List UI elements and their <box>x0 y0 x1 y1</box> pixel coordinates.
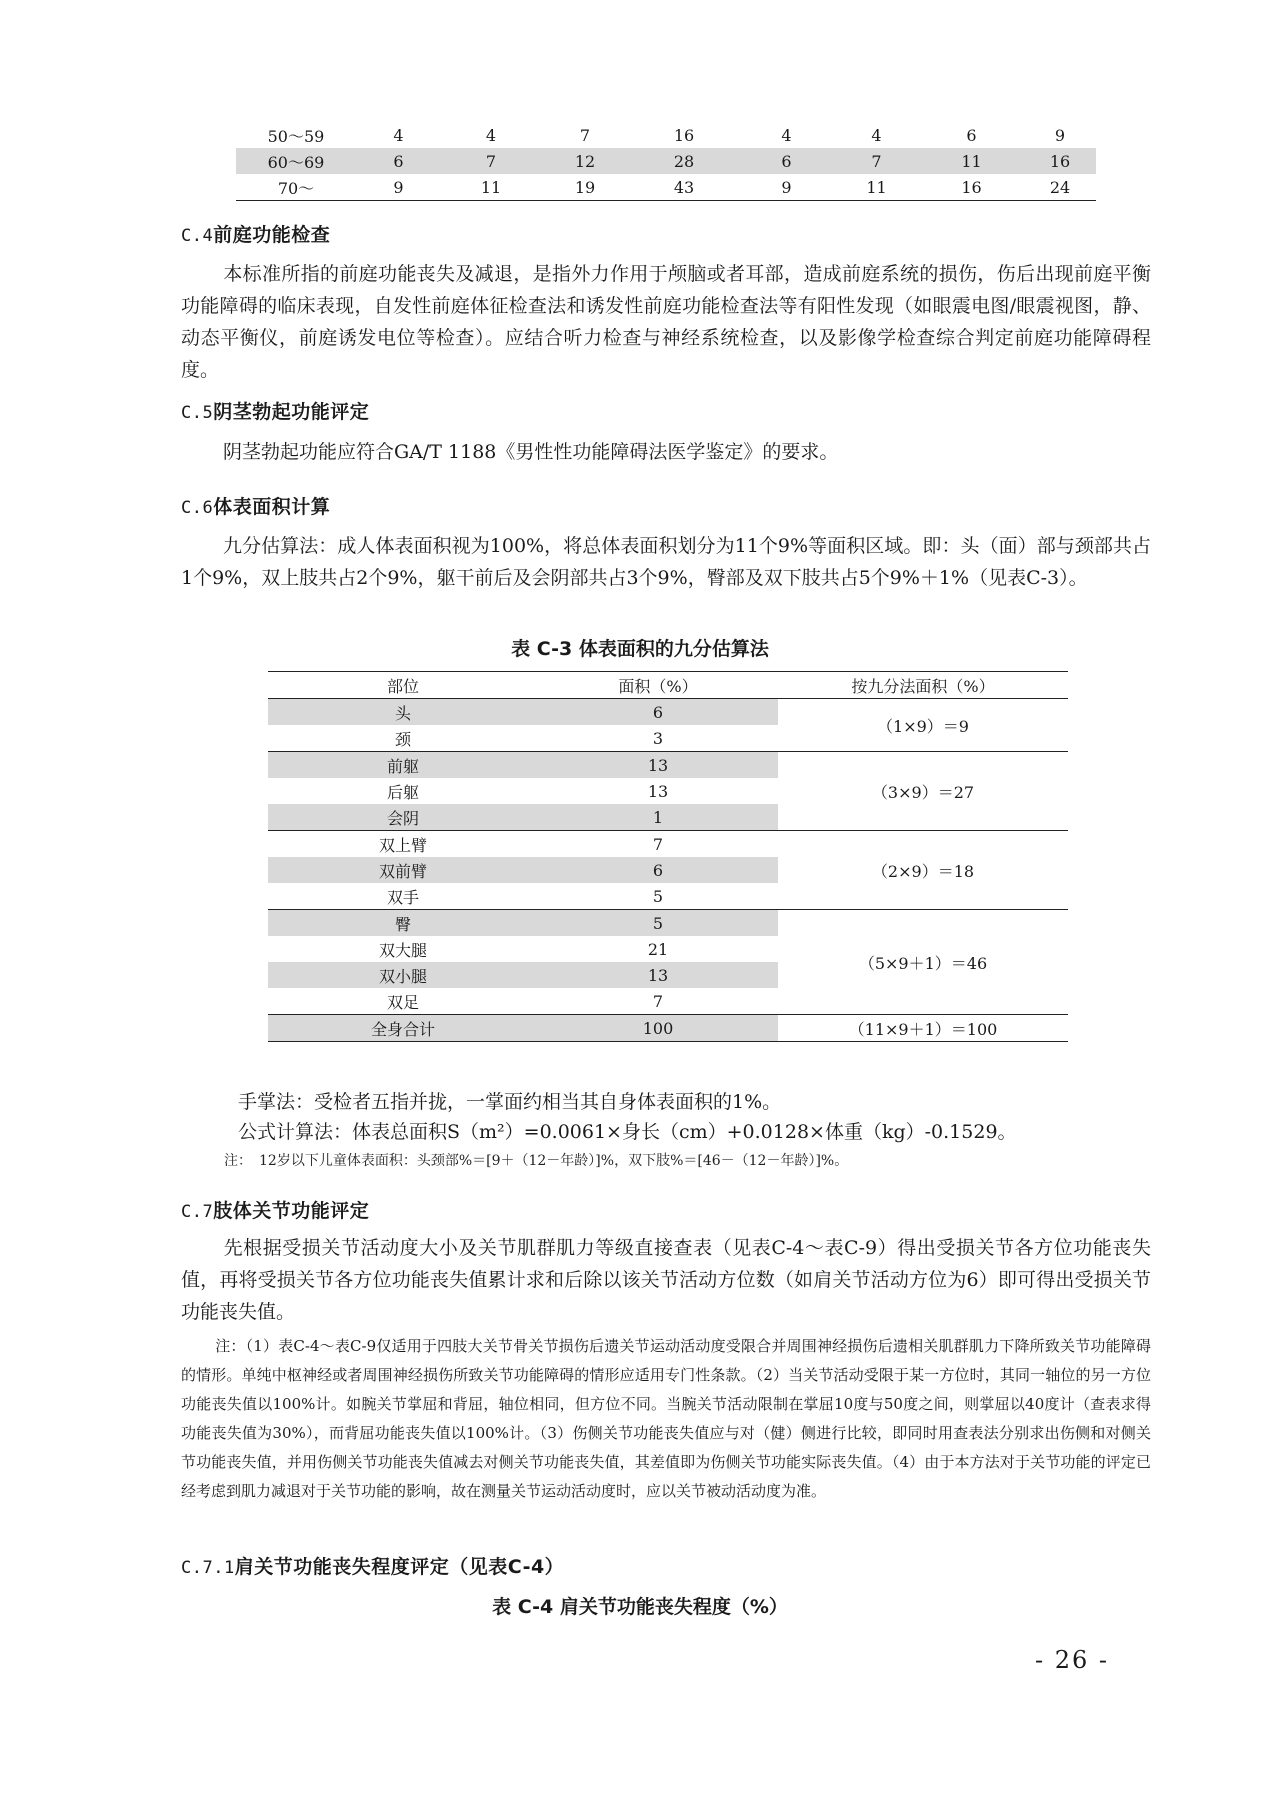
column-header: 按九分法面积（%） <box>778 672 1068 699</box>
table-row: 后躯 13 <box>386 781 669 802</box>
group-result: （2×9）＝18 <box>778 831 1068 910</box>
table-row: 颈 3 <box>394 728 664 749</box>
section-body-c4: 本标准所指的前庭功能丧失及减退，是指外力作用于颅脑或者耳部，造成前庭系统的损伤，伤后出现前庭平衡功能障碍的临床表现，自发性前庭体征检查法和诱发性前庭功能检查法等有阳性发现（如眼震电图/眼震视图，静、动态平衡仪，前庭诱发电位等检查）。应结合听力检查与神经系统检查，以及影像学检查综合判定前庭功能障碍程度。 <box>181 263 1151 381</box>
section-heading-c6: C.6体表面积计算 <box>181 496 331 518</box>
table-c3 <box>268 671 1068 1042</box>
table-row: 60～69 6 7 12 28 6 7 11 16 <box>236 148 1096 174</box>
table-row: 双手 5 <box>386 886 664 907</box>
group-result: （1×9）＝9 <box>778 699 1068 752</box>
table-row: 双上臂 7 （2×9）＝18 <box>268 831 1068 858</box>
table-row: 头 6 （1×9）＝9 <box>268 699 1068 726</box>
table-row: 双前臂 6 <box>268 857 1068 883</box>
table-row: 双大腿 21 <box>378 939 669 960</box>
table-c4-caption: 表 C-4 肩关节功能丧失程度（%） <box>492 1596 788 1618</box>
column-header: 部位 <box>268 672 538 699</box>
table-row: 双足 7 <box>386 991 664 1012</box>
section-heading-c71: C.7.1肩关节功能丧失程度评定（见表C-4） <box>181 1556 565 1578</box>
section-body-c7: 先根据受损关节活动度大小及关节肌群肌力等级直接查表（见表C-4～表C-9）得出受损关节各方位功能丧失值，再将受损关节各方位功能丧失值累计求和后除以该关节活动方位数（如肩关节活动方位为6）即可得出受损关节功能丧失值。 <box>181 1237 1151 1323</box>
section-heading-c7: C.7肢体关节功能评定 <box>181 1200 370 1222</box>
page-number: - 26 - <box>1035 1646 1110 1674</box>
table-row: 50～59 4 4 7 16 4 4 6 9 <box>267 125 1066 146</box>
section-heading-c4: C.4前庭功能检查 <box>181 224 331 246</box>
group-result: （5×9＋1）＝46 <box>778 910 1068 1015</box>
table-row: 70～ 9 11 19 43 9 11 16 24 <box>236 174 1096 201</box>
table-row: 臀 5 （5×9＋1）＝46 <box>268 910 1068 937</box>
table-c3-caption: 表 C-3 体表面积的九分估算法 <box>511 638 769 660</box>
section-body-c5: 阴茎勃起功能应符合GA/T 1188《男性性功能障碍法医学鉴定》的要求。 <box>223 441 839 463</box>
column-header: 面积（%） <box>538 672 778 699</box>
table-total-row: 全身合计 100 （11×9＋1）＝100 <box>268 1015 1068 1042</box>
table-row: 会阴 1 <box>268 804 1068 831</box>
table-row: 双小腿 13 <box>268 962 1068 988</box>
section-heading-c5: C.5阴茎勃起功能评定 <box>181 401 370 423</box>
group-result: （3×9）＝27 <box>778 752 1068 831</box>
palm-method-text: 手掌法：受检者五指并拢，一掌面约相当其自身体表面积的1%。 <box>238 1091 782 1113</box>
formula-method-text: 公式计算法：体表总面积S（m²）=0.0061×身长（cm）+0.0128×体重（kg）-0.1529。 <box>238 1121 1017 1143</box>
section-note-c7: 注：（1）表C-4～表C-9仅适用于四肢大关节骨关节损伤后遗关节运动活动度受限合并周围神经损伤后遗相关肌群肌力下降所致关节功能障碍的情形。单纯中枢神经或者周围神经损伤所致关节功能障碍的情形应适用专门性条款。（2）当关节活动受限于某一方位时，其同一轴位的另一方位功能丧失值以100%计。如腕关节掌屈和背屈，轴位相同，但方位不同。当腕关节活动限制在掌屈10度与50度之间，则掌屈以40度计（查表求得功能丧失值为30%），而背屈功能丧失值以100%计。（3）伤侧关节功能丧失值应与对（健）侧进行比较，即同时用查表法分别求出伤侧和对侧关节功能丧失值，并用伤侧关节功能丧失值减去对侧关节功能丧失值，其差值即为伤侧关节功能实际丧失值。（4）由于本方法对于关节功能的评定已经考虑到肌力减退对于关节功能的影响，故在测量关节运动活动度时，应以关节被动活动度为准。 <box>181 1337 1151 1500</box>
table-row: 前躯 13 （3×9）＝27 <box>268 752 1068 779</box>
section-body-c6: 九分估算法：成人体表面积视为100%，将总体表面积划分为11个9%等面积区域。即：头（面）部与颈部共占1个9%，双上肢共占2个9%，躯干前后及会阴部共占3个9%，臀部及双下肢共占5个9%＋1%（见表C-3）。 <box>181 535 1151 589</box>
table-header-row <box>268 672 1068 699</box>
continued-table <box>236 122 1096 201</box>
children-note: 注： 12岁以下儿童体表面积：头颈部%＝[9＋（12－年龄）]%，双下肢%＝[46－（12－年龄）]%。 <box>224 1153 849 1169</box>
